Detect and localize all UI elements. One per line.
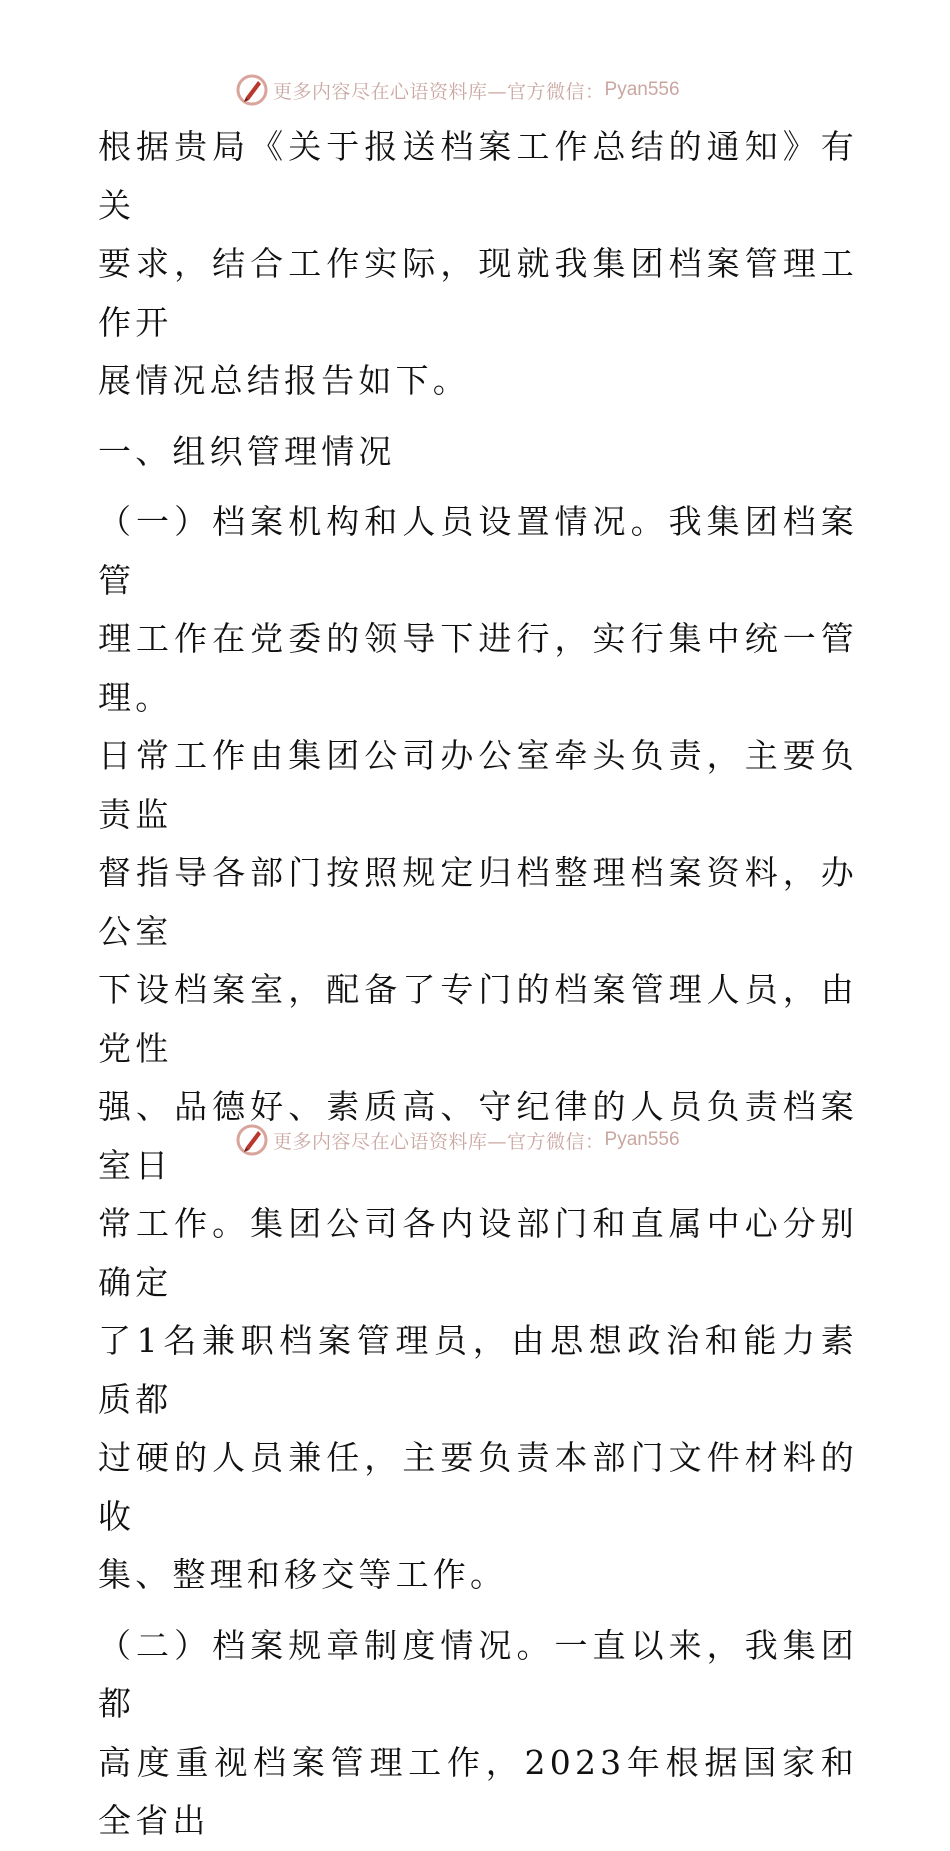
text-line: （一）档案机构和人员设置情况。我集团档案管: [98, 502, 858, 600]
text-line: 理工作在党委的领导下进行，实行集中统一管理。: [98, 619, 858, 717]
text-line: 一、组织管理情况: [98, 431, 396, 471]
text-line: 常工作。集团公司各内设部门和直属中心分别确定: [98, 1204, 858, 1302]
text-line: 展情况总结报告如下。: [98, 361, 470, 400]
watermark-wechat-id: Pyan556: [604, 1129, 680, 1150]
text-line: （二）档案规章制度情况。一直以来，我集团都: [98, 1625, 858, 1723]
pen-logo-icon: [235, 73, 269, 107]
section-heading: [98, 423, 858, 482]
paragraph-organization: [98, 493, 858, 1605]
watermark-text: 更多内容尽在心语资料库—官方微信：: [273, 80, 605, 103]
footer-watermark: [235, 1122, 680, 1158]
paragraph-intro: [98, 118, 858, 411]
pen-logo-icon: [235, 1123, 269, 1157]
text-line: 高度重视档案管理工作，2023年根据国家和全省出: [98, 1742, 858, 1840]
text-line: 要求，结合工作实际，现就我集团档案管理工作开: [98, 244, 858, 342]
document-body: [98, 118, 858, 1851]
header-watermark: [235, 72, 680, 108]
watermark-text: 更多内容尽在心语资料库—官方微信：: [273, 1130, 605, 1153]
paragraph-regulations: [98, 1617, 858, 1851]
text-line: 了1名兼职档案管理员，由思想政治和能力素质都: [98, 1321, 858, 1419]
text-line: 日常工作由集团公司办公室牵头负责，主要负责监: [98, 736, 858, 834]
text-line: 督指导各部门按照规定归档整理档案资料，办公室: [98, 853, 858, 951]
text-line: 过硬的人员兼任，主要负责本部门文件材料的收: [98, 1438, 858, 1536]
text-line: 集、整理和移交等工作。: [98, 1555, 508, 1594]
text-line: 根据贵局《关于报送档案工作总结的通知》有关: [98, 127, 858, 225]
text-line: 强、品德好、素质高、守纪律的人员负责档案室日: [98, 1087, 858, 1185]
watermark-wechat-id: Pyan556: [604, 79, 680, 100]
text-line: 下设档案室，配备了专门的档案管理人员，由党性: [98, 970, 858, 1068]
